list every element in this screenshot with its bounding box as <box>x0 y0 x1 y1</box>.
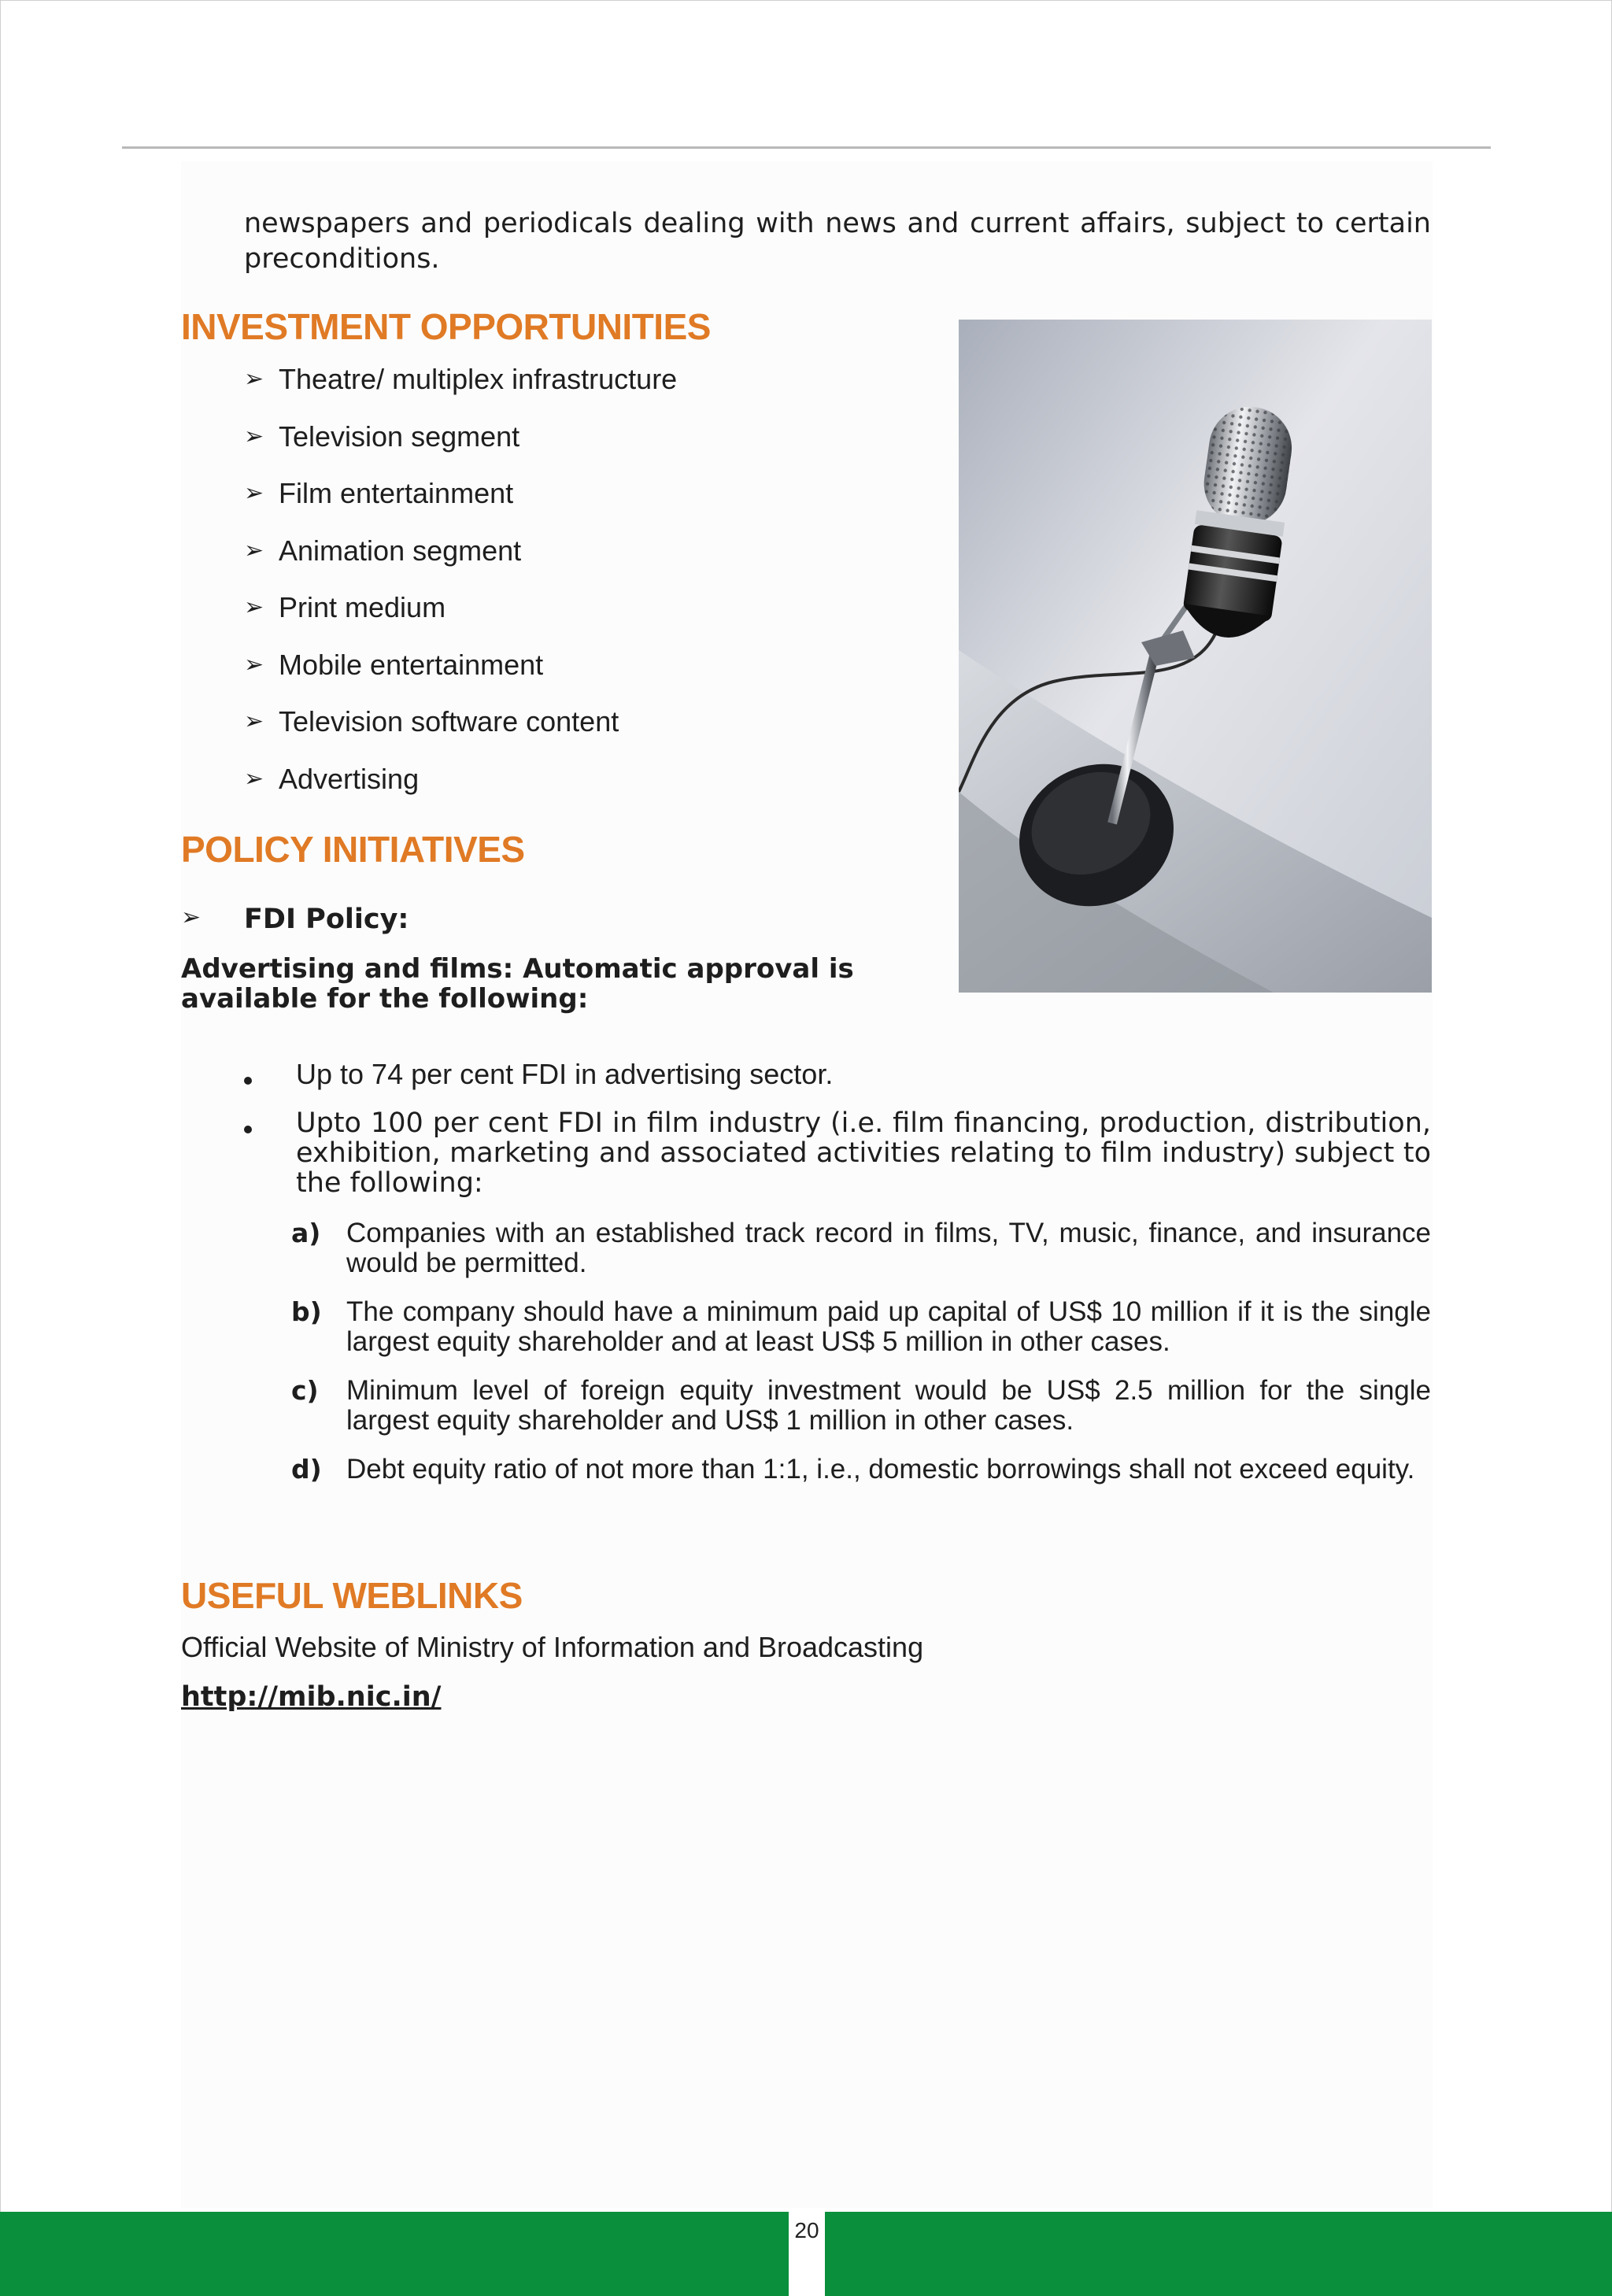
fdi-bullet-list <box>244 1059 1431 1217</box>
arrow-icon: ➢ <box>244 708 264 734</box>
list-marker: c) <box>291 1375 319 1406</box>
list-item: ➢ Animation segment <box>244 532 677 590</box>
list-item: ➢ Television segment <box>244 418 677 475</box>
advertising-films-text: Advertising and films: Automatic approval is available for the following: <box>181 953 854 1015</box>
list-item: ➢ Television software content <box>244 703 677 760</box>
list-item: Upto 100 per cent FDI in film industry (i.e. film financing, production, distribution, exhibition, marketing and associated activities relating to film industry) subject to the following: <box>244 1108 1431 1198</box>
list-item: ➢ Mobile entertainment <box>244 646 677 704</box>
weblinks-heading: USEFUL WEBLINKS <box>181 1575 523 1616</box>
dot-icon <box>244 1126 252 1133</box>
policy-heading: POLICY INITIATIVES <box>181 829 525 870</box>
list-item: b) The company should have a minimum paid up capital of US$ 10 million if it is the single largest equity shareholder and at least US$ 5 million in other cases. <box>291 1296 1431 1357</box>
page-number: 20 <box>794 2218 819 2242</box>
arrow-icon: ➢ <box>244 366 264 392</box>
list-item: ➢ Advertising <box>244 760 677 818</box>
arrow-icon: ➢ <box>244 651 264 678</box>
investment-list <box>244 360 677 817</box>
list-item: ➢ Film entertainment <box>244 475 677 532</box>
arrow-icon: ➢ <box>244 480 264 506</box>
conditions-list <box>291 1218 1431 1503</box>
list-marker: b) <box>291 1296 322 1327</box>
microphone-photo <box>959 320 1432 993</box>
list-item: ➢ Theatre/ multiplex infrastructure <box>244 360 677 418</box>
arrow-icon: ➢ <box>244 423 264 449</box>
list-item: ➢ Print medium <box>244 589 677 646</box>
investment-heading: INVESTMENT OPPORTUNITIES <box>181 306 711 347</box>
arrow-icon: ➢ <box>181 904 202 931</box>
dot-icon <box>244 1077 252 1085</box>
weblinks-description: Official Website of Ministry of Information and Broadcasting <box>181 1631 924 1663</box>
arrow-icon: ➢ <box>244 594 264 620</box>
header-rule <box>122 146 1491 149</box>
fdi-policy-label: ➢ FDI Policy: <box>181 904 409 935</box>
list-item: Up to 74 per cent FDI in advertising sector. <box>244 1059 1431 1089</box>
arrow-icon: ➢ <box>244 765 264 792</box>
list-item: a) Companies with an established track record in films, TV, music, finance, and insurance would be permitted. <box>291 1218 1431 1278</box>
ministry-website-link[interactable]: http://mib.nic.in/ <box>181 1681 442 1713</box>
arrow-icon: ➢ <box>244 537 264 564</box>
list-marker: a) <box>291 1218 321 1248</box>
list-item: d) Debt equity ratio of not more than 1:1, i.e., domestic borrowings shall not exceed equity. <box>291 1454 1415 1484</box>
list-marker: d) <box>291 1454 322 1484</box>
intro-paragraph: newspapers and periodicals dealing with news and current affairs, subject to certain preconditions. <box>244 208 1431 275</box>
list-item: c) Minimum level of foreign equity investment would be US$ 2.5 million for the single largest equity shareholder and US$ 1 million in other cases. <box>291 1375 1431 1436</box>
